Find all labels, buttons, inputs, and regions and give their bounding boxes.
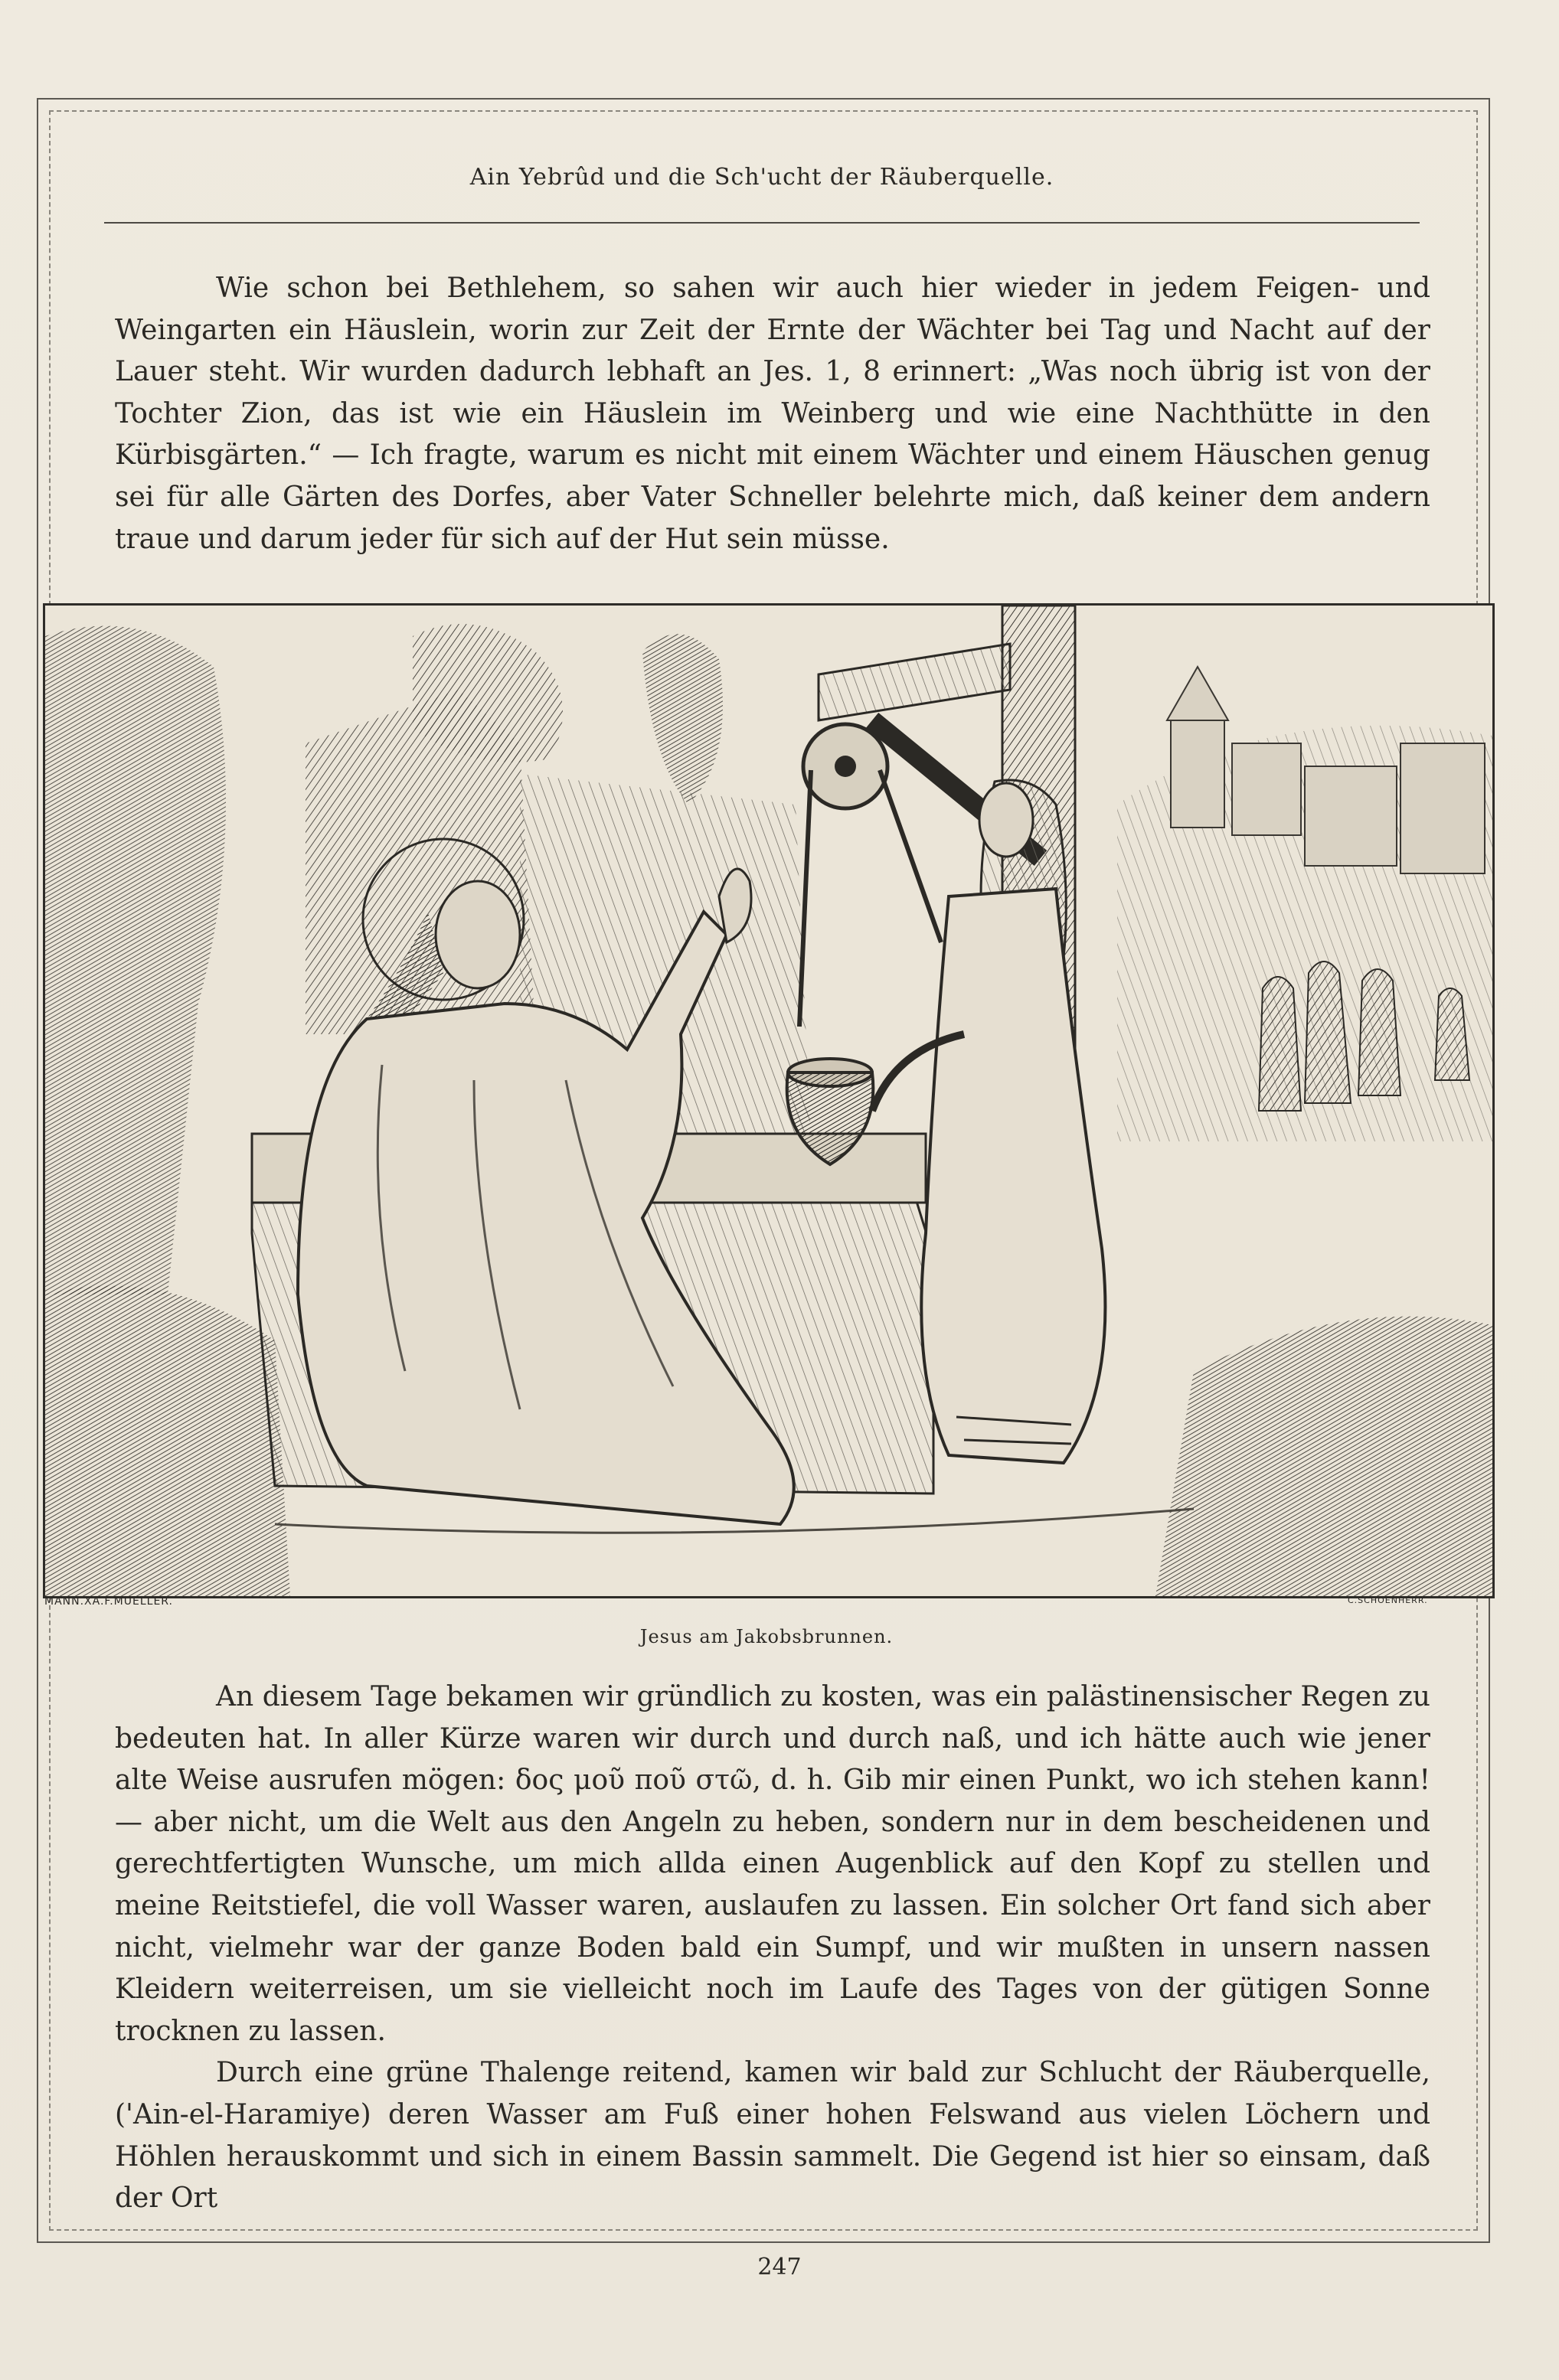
illustration-caption: Jesus am Jakobsbrunnen. [639, 1626, 894, 1647]
engraver-credit-left: MANN.XA.F.MUELLER. [44, 1595, 173, 1608]
running-header: Ain Yebrûd und die Sch'ucht der Räuberquelle. [469, 164, 1054, 191]
page-number: 247 [757, 2254, 802, 2280]
engraving-illustration [43, 603, 1495, 1598]
engraver-credit-right: C.SCHOENHERR. [1348, 1595, 1428, 1605]
paragraph: Wie schon bei Bethlehem, so sahen wir auch hier wieder in jedem Feigen- und Weingarten ein Häuslein, worin zur Zeit der Ernte der Wächter bei Tag und Nacht auf der Lauer steht. Wir wurden dadurch lebhaft an Jes. 1, 8 erinnert: „Was noch übrig ist von der Tochter Zion, das ist wie ein Häuslein im Weinberg und wie eine Nachthütte in den Kürbisgärten.“ — Ich fragte, warum es nicht mit einem Wächter und einem Häuschen genug sei für alle Gärten des Dorfes, aber Vater Schneller belehrte mich, daß keiner dem andern traue und darum jeder für sich auf der Hut sein müsse. [115, 273, 1430, 555]
header-rule [104, 222, 1420, 224]
paragraph: Durch eine grüne Thalenge reitend, kamen wir bald zur Schlucht der Räuberquelle, ('Ain-el-Haramiye) deren Wasser am Fuß einer hohen Felswand aus vielen Löchern und Höhlen herauskommt und sich in einem Bassin sammelt. Die Gegend ist hier so einsam, daß der Ort [115, 2057, 1430, 2215]
text-block-top [115, 268, 1430, 560]
paragraph: An diesem Tage bekamen wir gründlich zu kosten, was ein palästinensischer Regen zu bedeuten hat. In aller Kürze waren wir durch und durch naß, und ich hätte auch wie jener alte Weise ausrufen mögen: δος μοῦ ποῦ στῶ, d. h. Gib mir einen Punkt, wo ich stehen kann! — aber nicht, um die Welt aus den Angeln zu heben, sondern nur in dem bescheidenen und gerechtfertigten Wunsche, um mich allda einen Augenblick auf den Kopf zu stellen und meine Reitstiefel, die voll Wasser waren, auslaufen zu lassen. Ein solcher Ort fand sich aber nicht, vielmehr war der ganze Boden bald ein Sumpf, und wir mußten in unsern nassen Kleidern weiterreisen, um sie vielleicht noch im Laufe des Tages von der gütigen Sonne trocknen zu lassen. [115, 1681, 1430, 2047]
text-block-bottom [115, 1676, 1430, 2220]
